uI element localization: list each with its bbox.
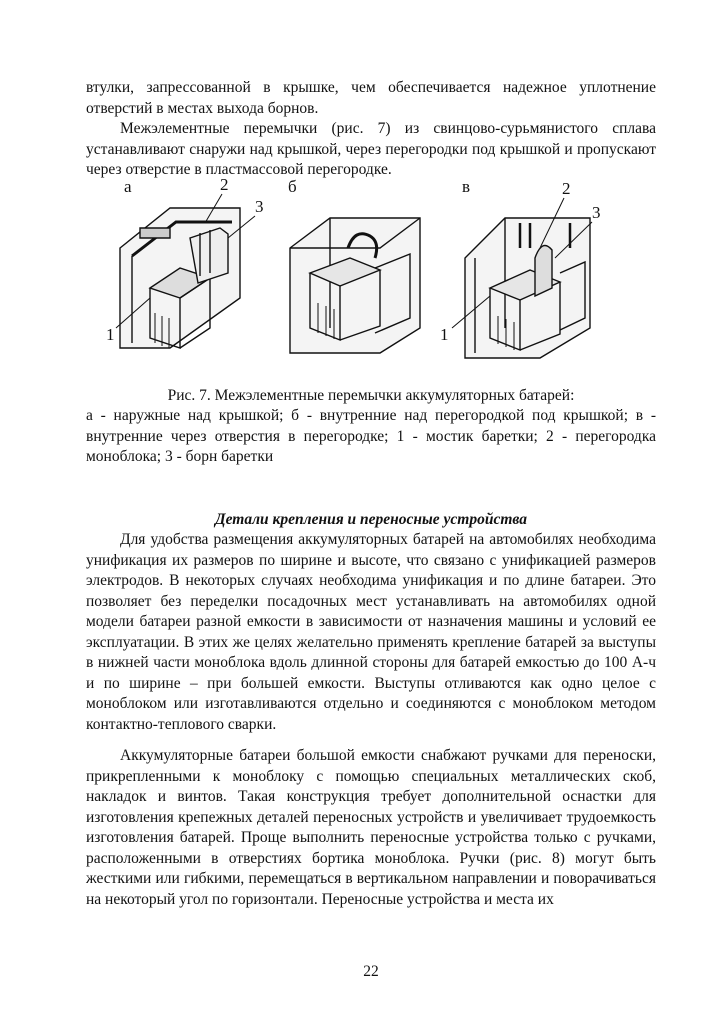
panel-v-callout-2: 2 xyxy=(562,179,571,198)
section-heading: Детали крепления и переносные устройства xyxy=(215,511,527,528)
figure-caption-text: а - наружные над крышкой; б - внутренние над перегородкой под крышкой; в - внутренние через отверстия в перегородке; 1 - мостик баретки; 2 - перегородка моноблока; 3 - борн баретки xyxy=(86,407,656,465)
panel-a-callout-1: 1 xyxy=(106,325,115,344)
panel-a-drawing xyxy=(120,208,240,348)
jumpers-paragraph: Межэлементные перемычки (рис. 7) из свинцово-сурьмянистого сплава устанавливают снаружи над крышкой, через перегородки под крышкой и пропускают через отверстие в пластмассовой перегородке. xyxy=(86,120,656,178)
panel-v-callout-3: 3 xyxy=(592,203,601,222)
panel-b-label: б xyxy=(288,177,297,196)
intro-paragraph: втулки, запрессованной в крышке, чем обеспечивается надежное уплотнение отверстий в местах выхода борнов. xyxy=(86,79,656,117)
panel-v-callout-1: 1 xyxy=(440,325,449,344)
section-paragraph-1: Для удобства размещения аккумуляторных батарей на автомобилях необходима унификация их размеров по ширине и высоте, что связано с унификацией размеров электродов. В некоторых случаях необходима унификация и по длине батареи. Это позволяет без переделки посадочных мест устанавливать на автомобилях одной модели батареи разной емкости в зависимости от назначения машины и условий ее эксплуатации. В этих же целях желательно применять крепление батарей за выступы в нижней части моноблока вдоль длинной стороны для батарей емкостью до 100 А-ч и по ширине – при большей емкости. Выступы отливаются как одно целое с моноблоком или изготавливаются отдельно и соединяются с моноблоком методом контактно-теплового сварки. xyxy=(86,531,656,733)
figure-7 xyxy=(106,175,610,378)
section-paragraph-2: Аккумуляторные батареи большой емкости снабжают ручками для переноски, прикрепленными к моноблоку с помощью специальных металлических скоб, накладок и винтов. Такая конструкция требует дополнительной оснастки для изготовления крепежных деталей переносных устройств и увеличивает трудоемкость изготовления батарей. Проще выполнить переносные устройства только с ручками, расположенными в отверстиях бортика моноблока. Ручки (рис. 8) могут быть жесткими или гибкими, перемещаться в вертикальном направлении и поворачиваться на некоторый угол по горизонтали. Переносные устройства и места их xyxy=(86,747,656,908)
panel-a-callout-2: 2 xyxy=(220,175,229,194)
figure-caption-title: Рис. 7. Межэлементные перемычки аккумуляторных батарей: xyxy=(167,387,575,404)
panel-v-drawing xyxy=(465,218,590,358)
panel-v-label: в xyxy=(462,177,471,196)
figure-7-illustration xyxy=(106,175,610,378)
panel-b-drawing xyxy=(290,218,420,353)
page-number: 22 xyxy=(363,963,379,980)
panel-a-label: а xyxy=(124,177,132,196)
panel-a-callout-3: 3 xyxy=(255,197,264,216)
